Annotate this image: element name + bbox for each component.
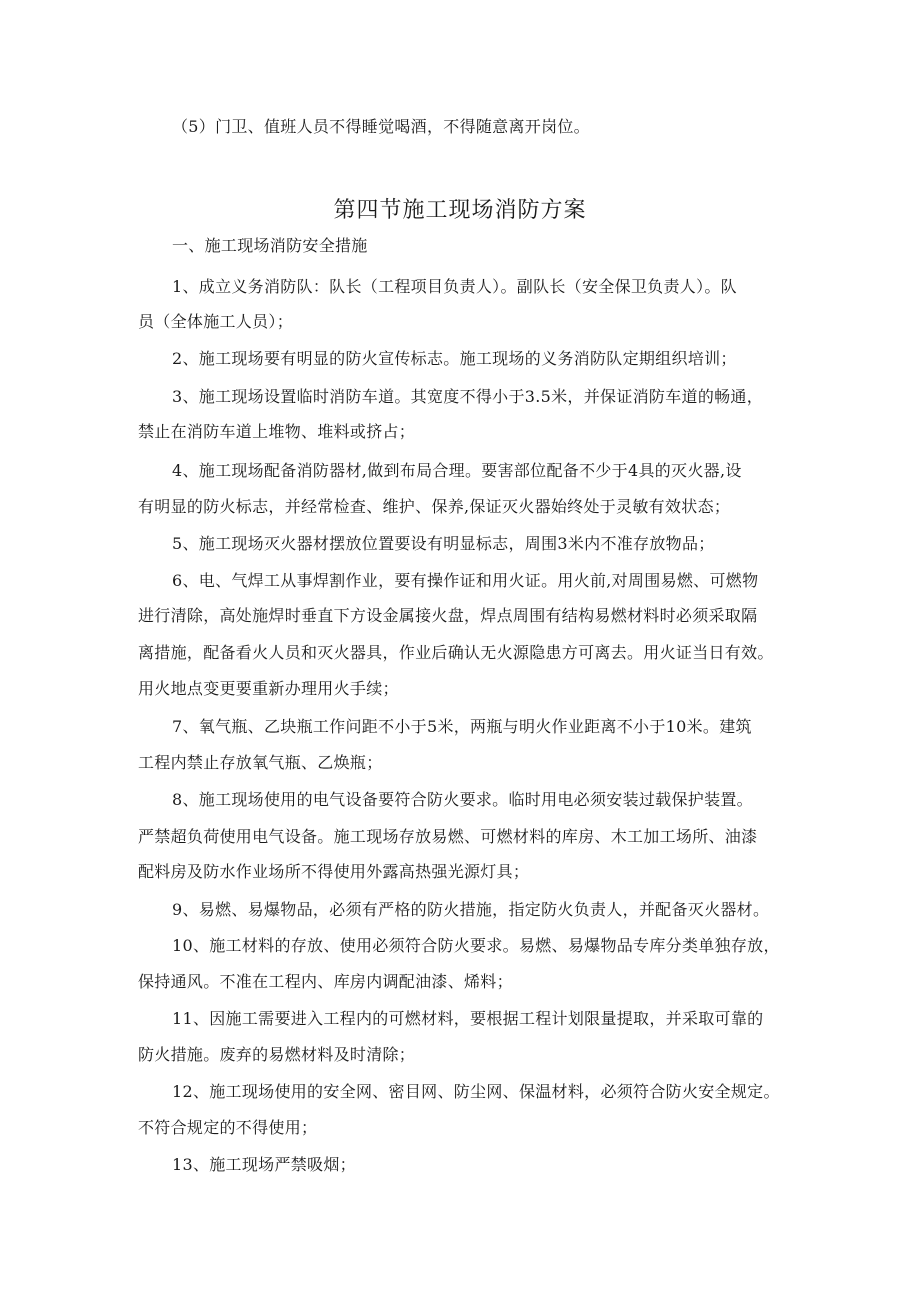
paragraph-line: 1、成立义务消防队：队长（工程项目负责人）。副队长（安全保卫负责人）。队 (172, 277, 737, 296)
paragraph-line: 5、施工现场灭火器材摆放位置要设有明显标志，周围3米内不准存放物品； (172, 534, 715, 553)
paragraph-line: 配料房及防水作业场所不得使用外露高热强光源灯具； (138, 862, 530, 881)
paragraph-line: 4、施工现场配备消防器材,做到布局合理。要害部位配备不少于4具的灭火器,设 (172, 461, 742, 480)
section-title: 第四节施工现场消防方案 (333, 198, 587, 223)
paragraph-line: 8、施工现场使用的电气设备要符合防火要求。临时用电必须安装过载保护装置。 (172, 790, 753, 809)
paragraph-line: 9、易燃、易爆物品，必须有严格的防火措施，指定防火负责人，并配备灭火器材。 (172, 900, 770, 919)
paragraph-line: 不符合规定的不得使用； (138, 1118, 318, 1137)
paragraph-line: 用火地点变更要重新办理用火手续； (138, 679, 399, 698)
paragraph-line: 严禁超负荷使用电气设备。施工现场存放易燃、可燃材料的库房、木工加工场所、油漆 (138, 827, 758, 846)
paragraph-line: 7、氧气瓶、乙块瓶工作问距不小于5米，两瓶与明火作业距离不小于10米。建筑 (172, 717, 752, 736)
top-list-item: （5）门卫、值班人员不得睡觉喝酒，不得随意离开岗位。 (172, 117, 590, 136)
paragraph-line: 工程内禁止存放氧气瓶、乙焕瓶； (138, 753, 383, 772)
paragraph-line: 3、施工现场设置临时消防车道。其宽度不得小于3.5米，并保证消防车道的畅通， (172, 387, 764, 406)
paragraph-line: 进行清除，高处施焊时垂直下方设金属接火盘，焊点周围有结构易燃材料时必须采取隔 (138, 606, 758, 625)
paragraph-line: 禁止在消防车道上堆物、堆料或挤占； (138, 422, 416, 441)
paragraph-line: 2、施工现场要有明显的防火宣传标志。施工现场的义务消防队定期组织培训； (172, 349, 737, 368)
paragraph-line: 员（全体施工人员）； (138, 312, 294, 331)
subsection-heading: 一、施工现场消防安全措施 (172, 236, 368, 255)
paragraph-line: 保持通风。不准在工程内、库房内调配油漆、烯料； (138, 972, 513, 991)
paragraph-line: 6、电、气焊工从事焊割作业，要有操作证和用火证。用火前,对周围易燃、可燃物 (172, 571, 759, 590)
paragraph-line: 有明显的防火标志，并经常检查、维护、保养,保证灭火器始终处于灵敏有效状态； (138, 497, 731, 516)
paragraph-line: 12、施工现场使用的安全网、密目网、防尘网、保温材料，必须符合防火安全规定。 (172, 1082, 780, 1101)
paragraph-line: 离措施，配备看火人员和灭火器具，作业后确认无火源隐患方可离去。用火证当日有效。 (138, 643, 774, 662)
paragraph-line: 11、因施工需要进入工程内的可燃材料，要根据工程计划限量提取，并采取可靠的 (172, 1009, 764, 1028)
paragraph-line: 10、施工材料的存放、使用必须符合防火要求。易燃、易爆物品专库分类单独存放， (172, 936, 780, 955)
paragraph-line: 13、施工现场严禁吸烟； (172, 1155, 356, 1174)
paragraph-line: 防火措施。废弃的易燃材料及时清除； (138, 1045, 416, 1064)
